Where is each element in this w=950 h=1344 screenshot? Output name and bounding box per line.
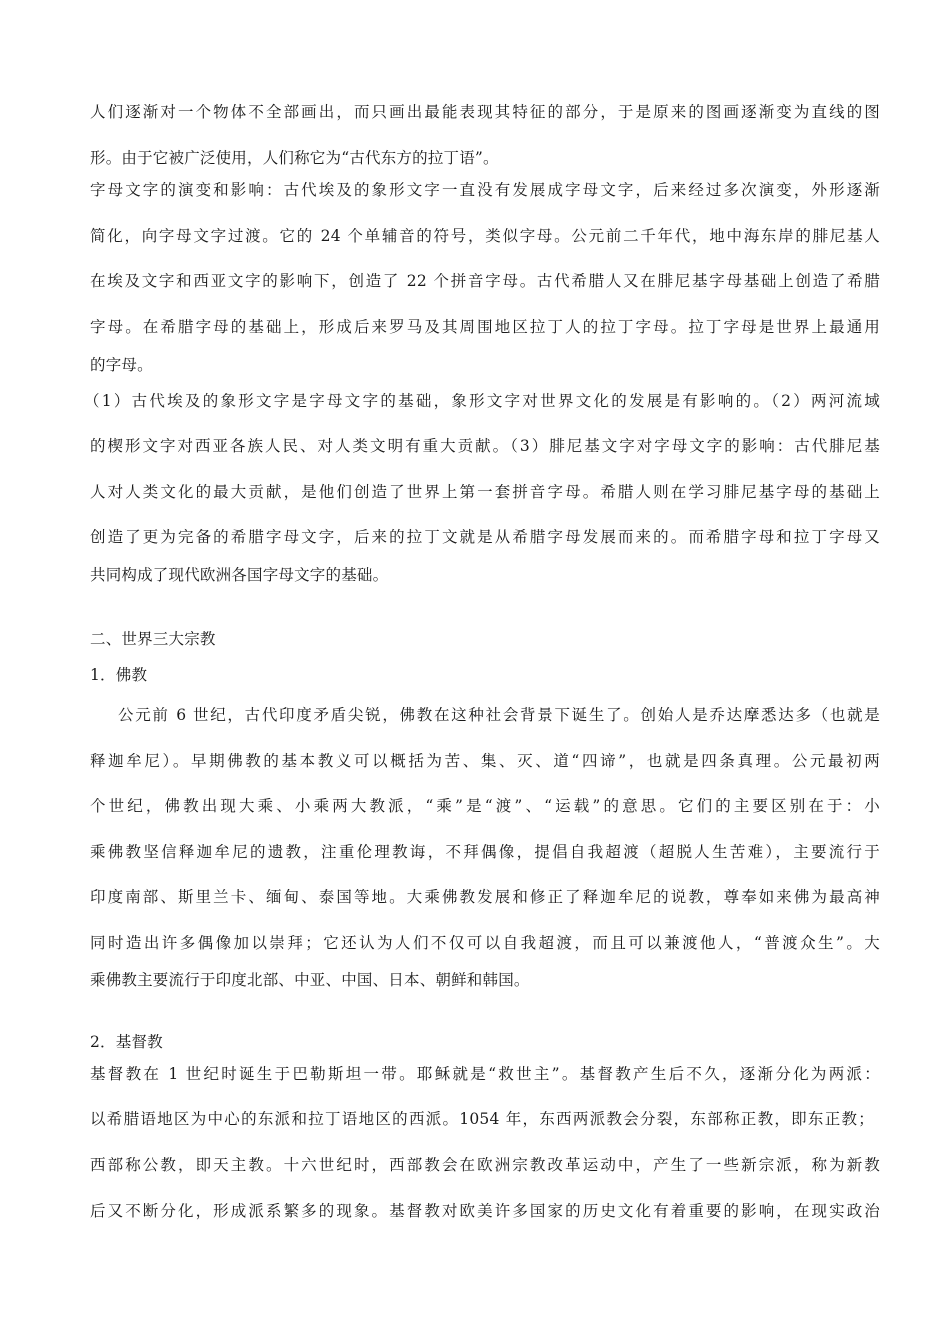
text-line: 印度南部、斯里兰卡、缅甸、泰国等地。大乘佛教发展和修正了释迦牟尼的说教，尊奉如来佛为最高神 xyxy=(90,888,880,906)
text-line: 个世纪，佛教出现大乘、小乘两大教派，“乘”是“渡”、“运载”的意思。它们的主要区别在于：小 xyxy=(90,797,880,815)
text-line: （1）古代埃及的象形文字是字母文字的基础，象形文字对世界文化的发展是有影响的。（2）两河流域 xyxy=(84,392,880,410)
text-line: 以希腊语地区为中心的东派和拉丁语地区的西派。1054 年，东西两派教会分裂，东部称正教，即东正教； xyxy=(90,1110,874,1128)
text-line: 形。由于它被广泛使用，人们称它为“古代东方的拉丁语”。 xyxy=(90,149,499,167)
text-line: 基督教在 1 世纪时诞生于巴勒斯坦一带。耶稣就是“救世主”。基督教产生后不久，逐渐分化为两派： xyxy=(90,1065,880,1083)
text-line: 字母文字的演变和影响：古代埃及的象形文字一直没有发展成字母文字，后来经过多次演变，外形逐渐 xyxy=(90,181,880,199)
text-line: 简化，向字母文字过渡。它的 24 个单辅音的符号，类似字母。公元前二千年代，地中海东岸的腓尼基人 xyxy=(90,227,880,245)
text-line: 乘佛教坚信释迦牟尼的遗教，注重伦理教诲，不拜偶像，提倡自我超渡（超脱人生苦难），主要流行于 xyxy=(90,843,880,861)
text-line: 释迦牟尼）。早期佛教的基本教义可以概括为苦、集、灭、道“四谛”，也就是四条真理。公元最初两 xyxy=(90,752,880,770)
text-line: 的楔形文字对西亚各族人民、对人类文明有重大贡献。（3）腓尼基文字对字母文字的影响：古代腓尼基 xyxy=(90,437,880,455)
text-line: 人对人类文化的最大贡献，是他们创造了世界上第一套拼音字母。希腊人则在学习腓尼基字母的基础上 xyxy=(90,483,880,501)
text-line: 的字母。 xyxy=(90,356,153,374)
text-line: 同时造出许多偶像加以崇拜；它还认为人们不仅可以自我超渡，而且可以兼渡他人，“普渡众生”。大 xyxy=(90,934,880,952)
text-line: 公元前 6 世纪，古代印度矛盾尖锐，佛教在这种社会背景下诞生了。创始人是乔达摩悉达多（也就是 xyxy=(118,706,880,724)
text-line: 字母。在希腊字母的基础上，形成后来罗马及其周围地区拉丁人的拉丁字母。拉丁字母是世界上最通用 xyxy=(90,318,880,336)
text-line: 共同构成了现代欧洲各国字母文字的基础。 xyxy=(90,566,389,584)
text-line: 西部称公教，即天主教。十六世纪时，西部教会在欧洲宗教改革运动中，产生了一些新宗派，称为新教 xyxy=(90,1156,880,1174)
subsection-heading: 1．佛教 xyxy=(90,666,148,684)
text-line: 在埃及文字和西亚文字的影响下，创造了 22 个拼音字母。古代希腊人又在腓尼基字母基础上创造了希腊 xyxy=(90,272,880,290)
text-line: 乘佛教主要流行于印度北部、中亚、中国、日本、朝鲜和韩国。 xyxy=(90,971,530,989)
section-heading: 二、世界三大宗教 xyxy=(90,630,216,648)
text-line: 后又不断分化，形成派系繁多的现象。基督教对欧美许多国家的历史文化有着重要的影响，在现实政治 xyxy=(90,1202,880,1220)
text-line: 创造了更为完备的希腊字母文字，后来的拉丁文就是从希腊字母发展而来的。而希腊字母和拉丁字母又 xyxy=(90,528,880,546)
subsection-heading: 2．基督教 xyxy=(90,1033,163,1051)
text-line: 人们逐渐对一个物体不全部画出，而只画出最能表现其特征的部分，于是原来的图画逐渐变为直线的图 xyxy=(90,103,880,121)
